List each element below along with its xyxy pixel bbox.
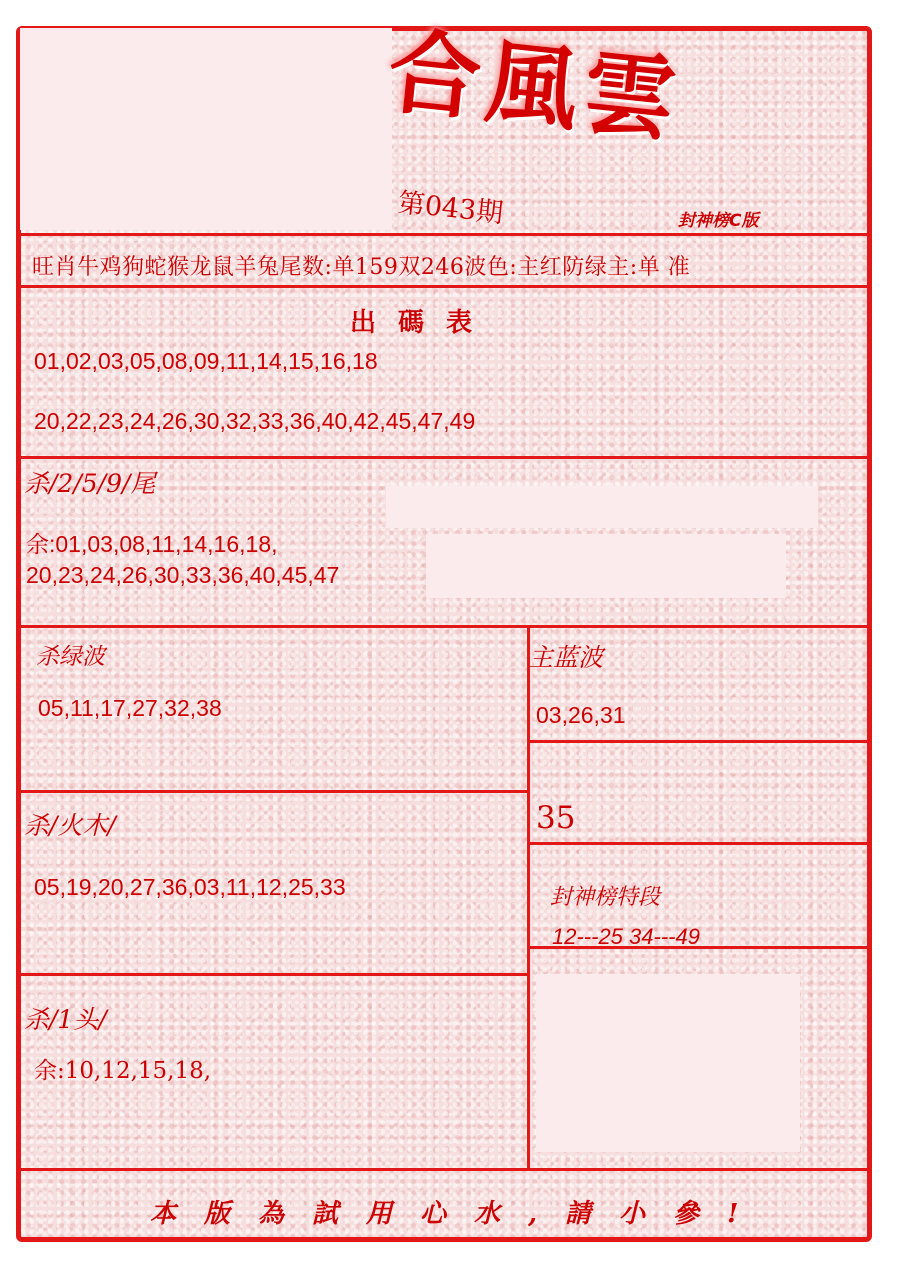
table-row: 01,02,03,05,08,09,11,14,15,16,18 bbox=[34, 348, 378, 374]
kill-tail-label: 杀/2/5/9/尾 bbox=[24, 469, 156, 498]
divider bbox=[20, 790, 530, 793]
kill-tail-line: 余:01,03,08,11,14,16,18, bbox=[26, 531, 278, 557]
single-number: 35 bbox=[536, 800, 576, 836]
divider bbox=[528, 740, 868, 743]
kill-green-label: 杀绿波 bbox=[36, 644, 105, 670]
divider bbox=[20, 456, 868, 459]
info-line: 旺肖牛鸡狗蛇猴龙鼠羊兔尾数:单159双246波色:主红防绿主:单 准 bbox=[32, 255, 691, 280]
kill-head-values: 余:10,12,15,18, bbox=[34, 1058, 212, 1084]
divider bbox=[20, 233, 868, 236]
divider bbox=[20, 625, 868, 628]
edition-label: 封神榜C版 bbox=[678, 211, 759, 231]
special-label: 封神榜特段 bbox=[550, 885, 661, 910]
main-blue-label: 主蓝波 bbox=[528, 643, 604, 672]
divider bbox=[528, 842, 868, 845]
divider bbox=[20, 973, 530, 976]
kill-tail-line: 20,23,24,26,30,33,36,40,45,47 bbox=[26, 562, 340, 588]
footer-note: 本版為試用心水,請小參! bbox=[150, 1199, 767, 1229]
redacted-area bbox=[536, 974, 800, 1152]
redacted-area bbox=[386, 486, 818, 528]
divider bbox=[20, 285, 868, 288]
issue-number: 第043期 bbox=[396, 187, 505, 230]
table-row: 20,22,23,24,26,30,32,33,36,40,42,45,47,49 bbox=[34, 408, 476, 434]
kill-element-label: 杀/火木/ bbox=[24, 811, 116, 840]
header-logo: 合風雲 bbox=[383, 16, 687, 156]
kill-green-values: 05,11,17,27,32,38 bbox=[38, 695, 222, 721]
kill-head-label: 杀/1头/ bbox=[24, 1005, 107, 1034]
special-values: 12---25 34---49 bbox=[552, 924, 700, 949]
table-title: 出碼表 bbox=[350, 308, 495, 338]
main-blue-values: 03,26,31 bbox=[536, 702, 626, 728]
divider bbox=[527, 625, 530, 1170]
redacted-logo-area bbox=[20, 28, 392, 230]
divider bbox=[20, 1168, 868, 1171]
kill-element-values: 05,19,20,27,36,03,11,12,25,33 bbox=[34, 874, 346, 900]
redacted-area bbox=[426, 534, 786, 598]
